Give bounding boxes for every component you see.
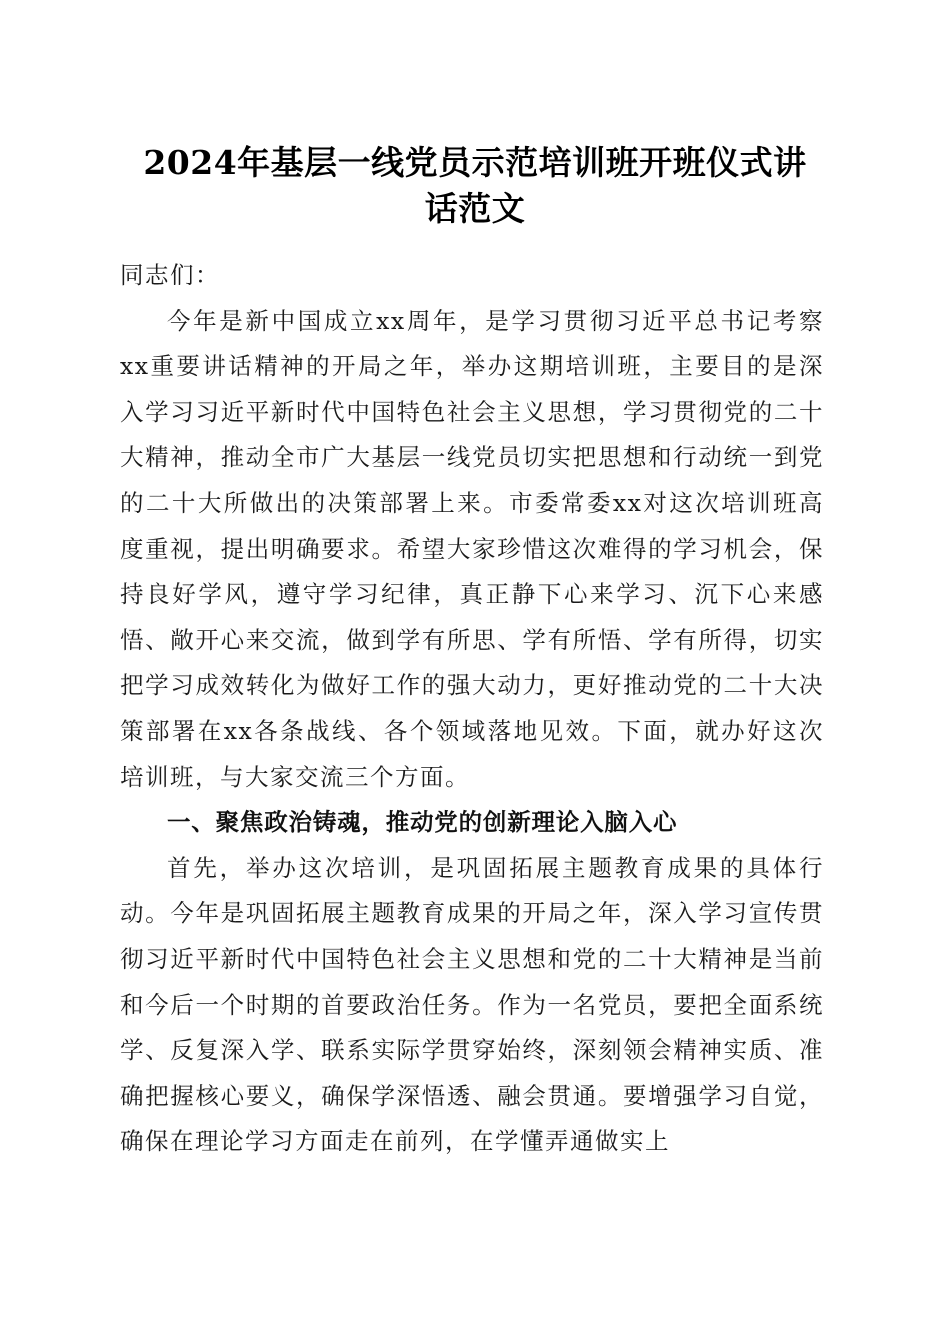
salutation: 同志们： xyxy=(120,261,220,289)
document-body xyxy=(120,253,824,1165)
document-title xyxy=(120,140,830,232)
paragraph-section-1: 首先，举办这次培训，是巩固拓展主题教育成果的具体行动。今年是巩固拓展主题教育成果的开局之年，深入学习宣传贯彻习近平新时代中国特色社会主义思想和党的二十大精神是当前和今后一个时期的首要政治任务。作为一名党员，要把全面系统学、反复深入学、联系实际学贯穿始终，深刻领会精神实质、准确把握核心要义，确保学深悟透、融会贯通。要增强学习自觉，确保在理论学习方面走在前列，在学懂弄通做实上 xyxy=(120,853,824,1156)
paragraph-intro: 今年是新中国成立xx周年，是学习贯彻习近平总书记考察xx重要讲话精神的开局之年，举办这期培训班，主要目的是深入学习习近平新时代中国特色社会主义思想，学习贯彻党的二十大精神，推动全市广大基层一线党员切实把思想和行动统一到党的二十大所做出的决策部署上来。市委常委xx对这次培训班高度重视，提出明确要求。希望大家珍惜这次难得的学习机会，保持良好学风，遵守学习纪律，真正静下心来学习、沉下心来感悟、敞开心来交流，做到学有所思、学有所悟、学有所得，切实把学习成效转化为做好工作的强大动力，更好推动党的二十大决策部署在xx各条战线、各个领域落地见效。下面，就办好这次培训班，与大家交流三个方面。 xyxy=(120,306,824,791)
title-line-1: 2024年基层一线党员示范培训班开班仪式讲 xyxy=(143,143,807,182)
section-heading-1: 一、聚焦政治铸魂，推动党的创新理论入脑入心 xyxy=(167,808,678,837)
title-line-2: 话范文 xyxy=(424,189,526,228)
